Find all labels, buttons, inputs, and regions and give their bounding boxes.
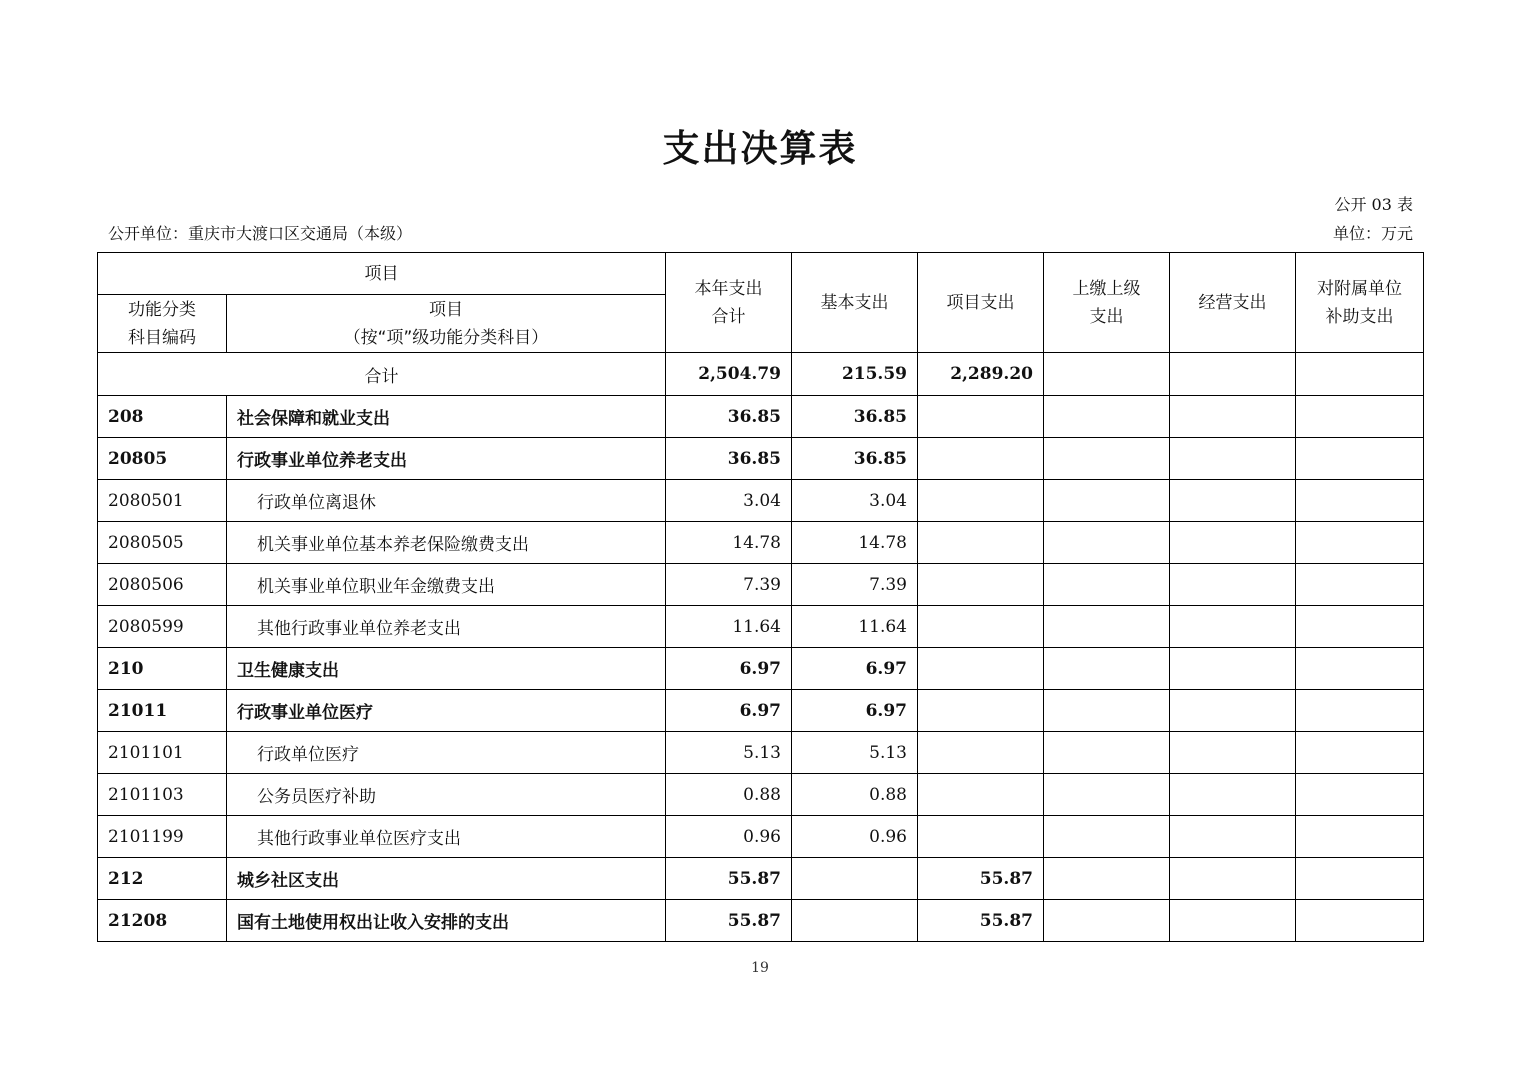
row-total: 55.87	[666, 858, 792, 900]
row-subsidy	[1296, 564, 1424, 606]
row-total: 5.13	[666, 732, 792, 774]
row-project	[918, 480, 1044, 522]
row-project	[918, 648, 1044, 690]
table-row	[98, 900, 1424, 942]
row-subsidy	[1296, 732, 1424, 774]
header-total-line2: 合计	[711, 306, 746, 327]
row-code: 2101103	[98, 774, 227, 816]
row-subsidy	[1296, 648, 1424, 690]
row-total: 0.96	[666, 816, 792, 858]
header-upper-line1: 上缴上级	[1072, 278, 1141, 299]
total-basic: 215.59	[792, 353, 918, 396]
row-basic: 36.85	[792, 438, 918, 480]
row-project	[918, 732, 1044, 774]
row-upper	[1044, 606, 1170, 648]
row-project: 55.87	[918, 858, 1044, 900]
header-func-code	[98, 295, 227, 353]
row-total: 55.87	[666, 900, 792, 942]
row-name: 国有土地使用权出让收入安排的支出	[227, 900, 666, 942]
row-total: 36.85	[666, 396, 792, 438]
row-project	[918, 396, 1044, 438]
row-name: 社会保障和就业支出	[227, 396, 666, 438]
row-upper	[1044, 396, 1170, 438]
row-upper	[1044, 690, 1170, 732]
table-row	[98, 396, 1424, 438]
row-upper	[1044, 900, 1170, 942]
reporting-unit: 公开单位：重庆市大渡口区交通局（本级）	[108, 224, 413, 243]
total-label: 合计	[98, 353, 666, 396]
row-business	[1170, 774, 1296, 816]
header-total-line1: 本年支出	[694, 278, 763, 299]
row-code: 208	[98, 396, 227, 438]
row-total: 7.39	[666, 564, 792, 606]
table-row	[98, 522, 1424, 564]
row-name: 公务员医疗补助	[227, 774, 666, 816]
row-subsidy	[1296, 606, 1424, 648]
row-business	[1170, 480, 1296, 522]
header-project: 项目支出	[918, 253, 1044, 353]
row-name: 机关事业单位基本养老保险缴费支出	[227, 522, 666, 564]
row-basic: 11.64	[792, 606, 918, 648]
row-name: 行政单位医疗	[227, 732, 666, 774]
expenditure-table	[97, 252, 1424, 942]
row-subsidy	[1296, 438, 1424, 480]
table-row	[98, 690, 1424, 732]
row-code: 20805	[98, 438, 227, 480]
header-upper-line2: 支出	[1089, 306, 1124, 327]
row-code: 21208	[98, 900, 227, 942]
page-number: 19	[751, 960, 769, 976]
table-row	[98, 858, 1424, 900]
row-basic: 7.39	[792, 564, 918, 606]
row-business	[1170, 690, 1296, 732]
row-code: 212	[98, 858, 227, 900]
header-item: 项目	[98, 253, 666, 295]
total-subsidy	[1296, 353, 1424, 396]
table-row	[98, 438, 1424, 480]
row-name: 城乡社区支出	[227, 858, 666, 900]
header-row-1	[98, 253, 1424, 295]
row-basic: 14.78	[792, 522, 918, 564]
table-row	[98, 732, 1424, 774]
page-title: 支出决算表	[662, 127, 858, 170]
header-func-name-line1: 项目	[429, 299, 463, 320]
row-business	[1170, 606, 1296, 648]
header-func-code-line1: 功能分类	[128, 299, 196, 320]
header-basic: 基本支出	[792, 253, 918, 353]
row-basic: 5.13	[792, 732, 918, 774]
table-row	[98, 774, 1424, 816]
header-func-name-line2: （按“项”级功能分类科目）	[343, 327, 549, 348]
row-business	[1170, 858, 1296, 900]
row-project	[918, 774, 1044, 816]
row-upper	[1044, 480, 1170, 522]
row-basic: 0.88	[792, 774, 918, 816]
row-business	[1170, 900, 1296, 942]
table-row	[98, 648, 1424, 690]
row-subsidy	[1296, 522, 1424, 564]
row-upper	[1044, 816, 1170, 858]
header-upper	[1044, 253, 1170, 353]
row-name: 机关事业单位职业年金缴费支出	[227, 564, 666, 606]
row-project	[918, 438, 1044, 480]
row-code: 2080505	[98, 522, 227, 564]
row-code: 21011	[98, 690, 227, 732]
row-upper	[1044, 858, 1170, 900]
row-total: 11.64	[666, 606, 792, 648]
row-subsidy	[1296, 396, 1424, 438]
row-name: 其他行政事业单位养老支出	[227, 606, 666, 648]
row-subsidy	[1296, 816, 1424, 858]
header-func-code-line2: 科目编码	[128, 327, 196, 348]
total-business	[1170, 353, 1296, 396]
row-name: 行政事业单位医疗	[227, 690, 666, 732]
row-basic: 0.96	[792, 816, 918, 858]
total-project: 2,289.20	[918, 353, 1044, 396]
row-subsidy	[1296, 900, 1424, 942]
row-project: 55.87	[918, 900, 1044, 942]
row-total: 3.04	[666, 480, 792, 522]
total-upper	[1044, 353, 1170, 396]
table-number: 公开 03 表	[1334, 195, 1413, 214]
row-code: 2101101	[98, 732, 227, 774]
row-basic: 3.04	[792, 480, 918, 522]
row-business	[1170, 396, 1296, 438]
table-row	[98, 606, 1424, 648]
header-total	[666, 253, 792, 353]
row-subsidy	[1296, 774, 1424, 816]
row-project	[918, 522, 1044, 564]
row-total: 36.85	[666, 438, 792, 480]
row-project	[918, 816, 1044, 858]
table-row	[98, 480, 1424, 522]
row-subsidy	[1296, 480, 1424, 522]
row-code: 2101199	[98, 816, 227, 858]
row-code: 2080599	[98, 606, 227, 648]
row-business	[1170, 522, 1296, 564]
row-name: 行政单位离退休	[227, 480, 666, 522]
row-business	[1170, 438, 1296, 480]
currency-unit: 单位：万元	[1332, 224, 1413, 243]
table-row	[98, 564, 1424, 606]
row-subsidy	[1296, 858, 1424, 900]
row-code: 210	[98, 648, 227, 690]
row-name: 卫生健康支出	[227, 648, 666, 690]
row-business	[1170, 648, 1296, 690]
row-upper	[1044, 648, 1170, 690]
row-business	[1170, 732, 1296, 774]
row-code: 2080501	[98, 480, 227, 522]
header-subsidy-line1: 对附属单位	[1317, 278, 1402, 299]
row-upper	[1044, 438, 1170, 480]
row-total: 6.97	[666, 690, 792, 732]
row-upper	[1044, 522, 1170, 564]
row-upper	[1044, 564, 1170, 606]
row-basic: 6.97	[792, 648, 918, 690]
row-business	[1170, 816, 1296, 858]
total-row	[98, 353, 1424, 396]
row-basic	[792, 858, 918, 900]
header-business: 经营支出	[1170, 253, 1296, 353]
row-total: 6.97	[666, 648, 792, 690]
row-project	[918, 690, 1044, 732]
row-name: 其他行政事业单位医疗支出	[227, 816, 666, 858]
row-code: 2080506	[98, 564, 227, 606]
header-func-name	[227, 295, 666, 353]
row-total: 14.78	[666, 522, 792, 564]
row-project	[918, 606, 1044, 648]
row-basic: 36.85	[792, 396, 918, 438]
row-upper	[1044, 732, 1170, 774]
row-upper	[1044, 774, 1170, 816]
row-project	[918, 564, 1044, 606]
row-subsidy	[1296, 690, 1424, 732]
header-subsidy	[1296, 253, 1424, 353]
header-subsidy-line2: 补助支出	[1325, 306, 1394, 327]
row-name: 行政事业单位养老支出	[227, 438, 666, 480]
row-total: 0.88	[666, 774, 792, 816]
row-basic: 6.97	[792, 690, 918, 732]
row-basic	[792, 900, 918, 942]
row-business	[1170, 564, 1296, 606]
total-total: 2,504.79	[666, 353, 792, 396]
table-row	[98, 816, 1424, 858]
